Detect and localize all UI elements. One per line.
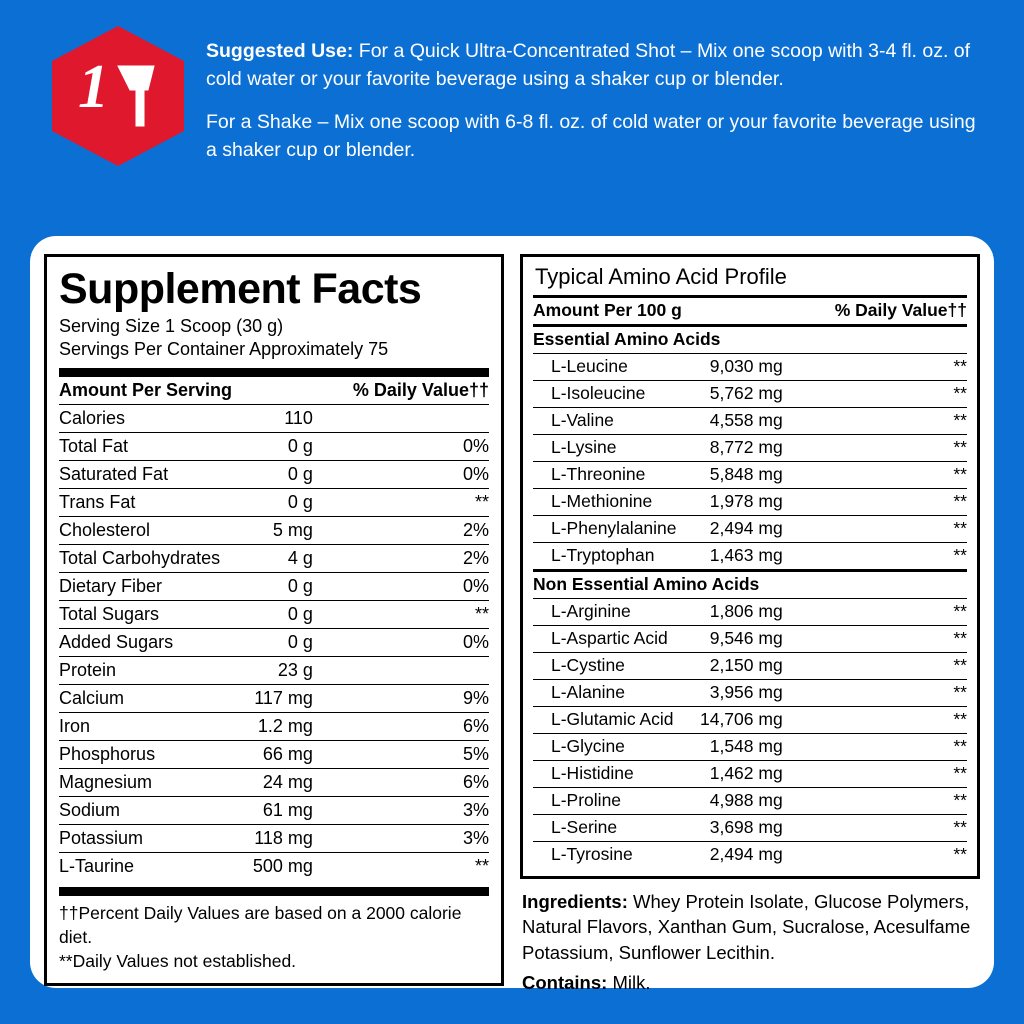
table-row: [533, 625, 967, 652]
row-amount: 8,772 mg: [691, 434, 834, 461]
row-amount: 118 mg: [245, 825, 353, 853]
usage-paragraph-2: For a Shake – Mix one scoop with 6-8 fl. oz. of cold water or your favorite beverage using a shaker cup or blender.: [206, 111, 976, 162]
row-name: Trans Fat: [59, 489, 245, 517]
table-row: [59, 741, 489, 769]
row-dv: **: [835, 434, 967, 461]
row-dv: **: [835, 652, 967, 679]
contains-line: [522, 970, 978, 996]
ingredients-text: Whey Protein Isolate, Glucose Polymers, Natural Flavors, Xanthan Gum, Sucralose, Acesulfame Potassium, Sunflower Lecithin.: [522, 890, 971, 964]
row-name: Magnesium: [59, 769, 245, 797]
row-amount: 0 g: [245, 573, 353, 601]
footnote-daily-values: ††Percent Daily Values are based on a 2000 calorie diet.: [59, 903, 462, 947]
table-row: [59, 601, 489, 629]
supplement-facts-panel: [44, 254, 504, 986]
row-amount: 5,848 mg: [691, 461, 834, 488]
amino-acid-panel: [520, 254, 980, 996]
footnote-not-established: **Daily Values not established.: [59, 950, 297, 971]
row-amount: 4,558 mg: [691, 407, 834, 434]
row-dv: **: [835, 760, 967, 787]
row-name: L-Aspartic Acid: [533, 625, 691, 652]
row-dv: 0%: [353, 433, 489, 461]
row-name: L-Tyrosine: [551, 844, 633, 864]
row-amount: 23 g: [245, 657, 353, 685]
facts-card: [30, 236, 994, 994]
row-amount: 24 mg: [245, 769, 353, 797]
table-row: [59, 769, 489, 797]
row-name: L-Serine: [533, 814, 691, 841]
row-amount: 9,030 mg: [691, 353, 834, 380]
suggested-use-label: Suggested Use:: [206, 40, 354, 62]
row-name: Saturated Fat: [59, 461, 245, 489]
row-name: Total Carbohydrates: [59, 545, 245, 573]
table-row: [533, 542, 967, 570]
row-dv: 0%: [353, 573, 489, 601]
table-row: [59, 489, 489, 517]
row-dv: **: [835, 733, 967, 760]
row-dv: **: [835, 353, 967, 380]
serving-size: Serving Size 1 Scoop (30 g): [59, 316, 284, 337]
usage-paragraph-1: [206, 38, 986, 93]
row-name: L-Histidine: [533, 760, 691, 787]
row-amount: 4,988 mg: [691, 787, 834, 814]
usage-text: [206, 26, 986, 165]
row-name: L-Arginine: [533, 598, 691, 625]
row-amount: 0 g: [245, 461, 353, 489]
row-amount: 117 mg: [245, 685, 353, 713]
table-row: [59, 629, 489, 657]
row-dv: 0%: [353, 629, 489, 657]
step-number: 1: [78, 53, 109, 121]
row-amount: 3,698 mg: [691, 814, 834, 841]
table-row: [59, 573, 489, 601]
row-name: L-Glycine: [533, 733, 691, 760]
step-badge: [52, 26, 184, 166]
table-row: [533, 407, 967, 434]
amount-per-100g-header: Amount Per 100 g: [533, 296, 691, 325]
table-row: [533, 706, 967, 733]
row-dv: 3%: [353, 797, 489, 825]
row-dv: 0%: [353, 461, 489, 489]
row-name: Cholesterol: [59, 517, 245, 545]
row-amount: 500 mg: [252, 856, 313, 877]
table-row: [533, 353, 967, 380]
group-label: Essential Amino Acids: [533, 325, 967, 353]
row-dv: **: [353, 489, 489, 517]
table-row: [533, 515, 967, 542]
row-dv: **: [835, 488, 967, 515]
row-dv: **: [835, 542, 967, 570]
row-dv: 2%: [353, 517, 489, 545]
row-name: L-Phenylalanine: [533, 515, 691, 542]
row-dv: **: [835, 625, 967, 652]
row-dv: **: [474, 856, 489, 877]
row-amount: 1,462 mg: [691, 760, 834, 787]
amino-group-essential: [533, 325, 967, 353]
row-dv: 6%: [353, 713, 489, 741]
ingredients-label: Ingredients:: [522, 890, 628, 912]
table-row: [59, 545, 489, 573]
row-amount: 1.2 mg: [245, 713, 353, 741]
table-row: [533, 652, 967, 679]
table-row: [533, 380, 967, 407]
row-amount: 0 g: [245, 433, 353, 461]
row-name: L-Threonine: [533, 461, 691, 488]
table-row: [59, 825, 489, 853]
row-name: Iron: [59, 713, 245, 741]
row-amount: 0 g: [245, 601, 353, 629]
row-amount: 9,546 mg: [691, 625, 834, 652]
row-amount: 5,762 mg: [691, 380, 834, 407]
row-amount: 2,150 mg: [691, 652, 834, 679]
amino-acid-box: [520, 254, 980, 879]
row-amount: 110: [245, 405, 353, 433]
table-row: [59, 685, 489, 713]
row-dv: **: [835, 407, 967, 434]
row-dv: 9%: [353, 685, 489, 713]
row-name: Calories: [59, 405, 245, 433]
row-amount: 1,463 mg: [691, 542, 834, 570]
table-row: [533, 461, 967, 488]
row-amount: 1,806 mg: [691, 598, 834, 625]
row-amount: 0 g: [245, 629, 353, 657]
usage-paragraph-1-text: For a Quick Ultra-Concentrated Shot – Mix one scoop with 3-4 fl. oz. of cold water or your favorite beverage using a shaker cup or blender.: [206, 40, 971, 90]
ingredients-line: [522, 889, 978, 967]
amino-profile-title: Typical Amino Acid Profile: [535, 264, 787, 289]
row-amount: 66 mg: [245, 741, 353, 769]
table-row: [533, 598, 967, 625]
table-row: [59, 853, 489, 881]
row-dv: **: [835, 515, 967, 542]
row-name: L-Glutamic Acid: [533, 706, 691, 733]
table-row: [533, 488, 967, 515]
servings-per-container: Servings Per Container Approximately 75: [59, 339, 389, 360]
table-row: [533, 787, 967, 814]
row-amount: 61 mg: [245, 797, 353, 825]
table-row: [59, 797, 489, 825]
row-amount: 0 g: [245, 489, 353, 517]
row-dv: 6%: [353, 769, 489, 797]
amino-header-row: [533, 296, 967, 325]
row-name: L-Proline: [533, 787, 691, 814]
supplement-facts-table: [59, 377, 489, 880]
row-dv: [353, 405, 489, 433]
row-name: Total Fat: [59, 433, 245, 461]
amino-acid-table: [533, 295, 967, 868]
table-row: [59, 461, 489, 489]
row-dv: **: [835, 706, 967, 733]
row-amount: 3,956 mg: [691, 679, 834, 706]
row-name: Sodium: [59, 797, 245, 825]
suggested-use-block: [52, 26, 992, 166]
row-name: Total Sugars: [59, 601, 245, 629]
row-dv: 5%: [353, 741, 489, 769]
row-amount: 2,494 mg: [691, 515, 834, 542]
table-row: [59, 433, 489, 461]
scoop-icon: [114, 64, 172, 134]
supplement-facts-title: Supplement Facts: [59, 265, 422, 313]
amino-group-non-essential: [533, 570, 967, 598]
row-dv: **: [835, 380, 967, 407]
amount-per-serving-header: Amount Per Serving: [59, 377, 245, 405]
row-amount: 5 mg: [245, 517, 353, 545]
divider-thick-bottom: [59, 887, 489, 896]
row-dv: [353, 657, 489, 685]
row-dv: **: [835, 787, 967, 814]
row-name: Protein: [59, 657, 245, 685]
row-name: Potassium: [59, 825, 245, 853]
table-row: [59, 405, 489, 433]
row-name: Added Sugars: [59, 629, 245, 657]
contains-text: Milk.: [607, 972, 651, 994]
daily-value-header: % Daily Value††: [353, 377, 489, 405]
footnotes: [59, 896, 489, 973]
row-name: L-Tryptophan: [533, 542, 691, 570]
table-row: [533, 679, 967, 706]
table-row: [533, 733, 967, 760]
row-dv: **: [835, 814, 967, 841]
row-name: Phosphorus: [59, 741, 245, 769]
row-name: L-Methionine: [533, 488, 691, 515]
ingredients-block: [520, 879, 980, 997]
amino-dv-header: % Daily Value††: [835, 296, 967, 325]
row-name: Dietary Fiber: [59, 573, 245, 601]
row-name: L-Alanine: [533, 679, 691, 706]
row-dv: **: [953, 844, 967, 864]
row-name: Calcium: [59, 685, 245, 713]
row-name: L-Valine: [533, 407, 691, 434]
row-dv: **: [835, 679, 967, 706]
row-dv: 2%: [353, 545, 489, 573]
row-name: L-Isoleucine: [533, 380, 691, 407]
table-row: [533, 841, 967, 868]
table-row: [533, 814, 967, 841]
row-name: L-Cystine: [533, 652, 691, 679]
divider-thick: [59, 368, 489, 377]
row-amount: 1,548 mg: [691, 733, 834, 760]
row-dv: **: [835, 598, 967, 625]
table-row: [59, 517, 489, 545]
row-dv: **: [835, 461, 967, 488]
row-name: L-Taurine: [59, 856, 135, 877]
row-amount: 4 g: [245, 545, 353, 573]
row-amount: 2,494 mg: [709, 844, 783, 864]
group-label: Non Essential Amino Acids: [533, 570, 967, 598]
table-row: [533, 434, 967, 461]
row-dv: **: [353, 601, 489, 629]
row-name: L-Lysine: [533, 434, 691, 461]
table-row: [533, 760, 967, 787]
row-amount: 1,978 mg: [691, 488, 834, 515]
row-dv: 3%: [353, 825, 489, 853]
table-header-row: [59, 377, 489, 405]
table-row: [59, 657, 489, 685]
row-amount: 14,706 mg: [691, 706, 834, 733]
table-row: [59, 713, 489, 741]
contains-label: Contains:: [522, 972, 608, 994]
row-name: L-Leucine: [533, 353, 691, 380]
